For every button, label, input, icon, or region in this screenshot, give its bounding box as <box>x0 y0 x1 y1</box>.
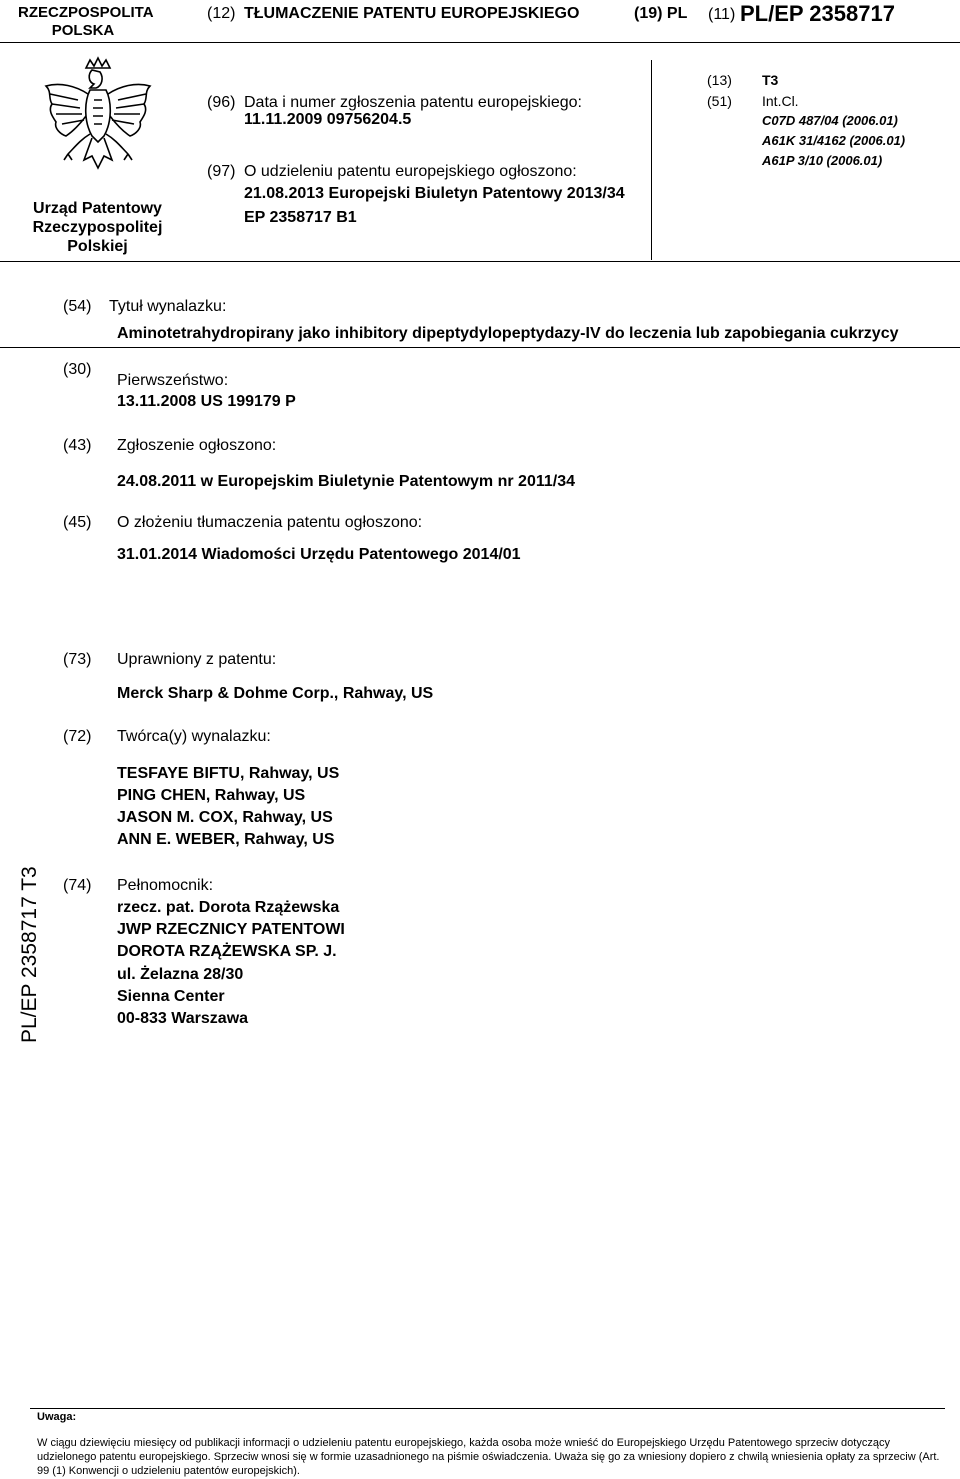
code-97: (97) <box>207 163 236 180</box>
code-73: (73) <box>63 651 92 668</box>
code-12: (12) <box>207 5 236 22</box>
application-published-label: Zgłoszenie ogłoszono: <box>117 437 277 454</box>
attorney-line-1: rzecz. pat. Dorota Rzążewska <box>117 899 340 916</box>
proprietor-value: Merck Sharp & Dohme Corp., Rahway, US <box>117 685 434 702</box>
title-label: Tytuł wynalazku: <box>109 298 227 315</box>
filing-value: 11.11.2009 09756204.5 <box>244 111 412 128</box>
priority-label: Pierwszeństwo: <box>117 372 229 389</box>
filing-label: Data i numer zgłoszenia patentu europejskiego: <box>244 94 582 111</box>
section-divider <box>0 261 960 262</box>
note-heading: Uwaga: <box>37 1411 77 1423</box>
code-43: (43) <box>63 437 92 454</box>
code-54: (54) <box>63 298 92 315</box>
attorney-line-3: DOROTA RZĄŻEWSKA SP. J. <box>117 943 337 960</box>
eagle-emblem-icon <box>38 56 158 186</box>
code-30: (30) <box>63 361 92 378</box>
translation-published-label: O złożeniu tłumaczenia patentu ogłoszono: <box>117 514 423 531</box>
country-name: RZECZPOSPOLITA POLSKA <box>18 4 154 39</box>
inventor-1: TESFAYE BIFTU, Rahway, US <box>117 765 340 782</box>
grant-label: O udzieleniu patentu europejskiego ogłoszono: <box>244 163 577 180</box>
column-divider <box>651 60 652 260</box>
code-45: (45) <box>63 514 92 531</box>
application-published-value: 24.08.2011 w Europejskim Biuletynie Patentowym nr 2011/34 <box>117 473 575 490</box>
header-divider <box>0 42 960 43</box>
attorney-line-5: Sienna Center <box>117 988 225 1005</box>
class-2: A61K 31/4162 (2006.01) <box>762 133 906 148</box>
kind-code: T3 <box>762 72 779 88</box>
patent-number: PL/EP 2358717 <box>740 1 895 26</box>
grant-value: 21.08.2013 Europejski Biuletyn Patentowy 2013/34 <box>244 185 625 202</box>
grant-publication: EP 2358717 B1 <box>244 209 357 226</box>
attorney-label: Pełnomocnik: <box>117 877 214 894</box>
attorney-line-6: 00-833 Warszawa <box>117 1010 249 1027</box>
class-3: A61P 3/10 (2006.01) <box>762 153 883 168</box>
inventor-3: JASON M. COX, Rahway, US <box>117 809 333 826</box>
translation-published-value: 31.01.2014 Wiadomości Urzędu Patentowego 2014/01 <box>117 546 521 563</box>
code-72: (72) <box>63 728 92 745</box>
code-51: (51) <box>707 93 732 109</box>
office-name: Urząd Patentowy Rzeczypospolitej Polskiej <box>32 200 163 255</box>
code-19: (19) PL <box>634 5 688 22</box>
note-divider <box>30 1408 945 1409</box>
code-13: (13) <box>707 72 732 88</box>
intcl-label: Int.Cl. <box>762 93 799 109</box>
document-type: TŁUMACZENIE PATENTU EUROPEJSKIEGO <box>244 5 580 22</box>
attorney-line-2: JWP RZECZNICY PATENTOWI <box>117 921 345 938</box>
invention-title: Aminotetrahydropirany jako inhibitory dipeptydylopeptydazy-IV do leczenia lub zapobiegania cukrzycy <box>117 325 899 342</box>
inventor-2: PING CHEN, Rahway, US <box>117 787 306 804</box>
priority-value: 13.11.2008 US 199179 P <box>117 393 296 410</box>
title-divider <box>0 347 960 348</box>
code-74: (74) <box>63 877 92 894</box>
note-text: W ciągu dziewięciu miesięcy od publikacji informacji o udzieleniu patentu europejskiego, każda osoba może wnieść do Europejskiego Urzędu Patentowego sprzeciw dotyczący udzielonego patentu europejskiego. Sprzeciw wnosi się w formie uzasadnionego na piśmie oświadczenia. Uważa się go za wniesiony dopiero z chwilą wniesienia opłaty za sprzeciw (Art. 99 (1) Konwencji o udzieleniu patentów europejskich). <box>37 1437 940 1477</box>
code-11: (11) <box>708 6 736 23</box>
proprietor-label: Uprawniony z patentu: <box>117 651 277 668</box>
class-1: C07D 487/04 (2006.01) <box>762 113 898 128</box>
inventor-4: ANN E. WEBER, Rahway, US <box>117 831 335 848</box>
side-patent-label: PL/EP 2358717 T3 <box>18 866 41 1043</box>
code-96: (96) <box>207 94 236 111</box>
attorney-line-4: ul. Żelazna 28/30 <box>117 966 244 983</box>
inventors-label: Twórca(y) wynalazku: <box>117 728 271 745</box>
